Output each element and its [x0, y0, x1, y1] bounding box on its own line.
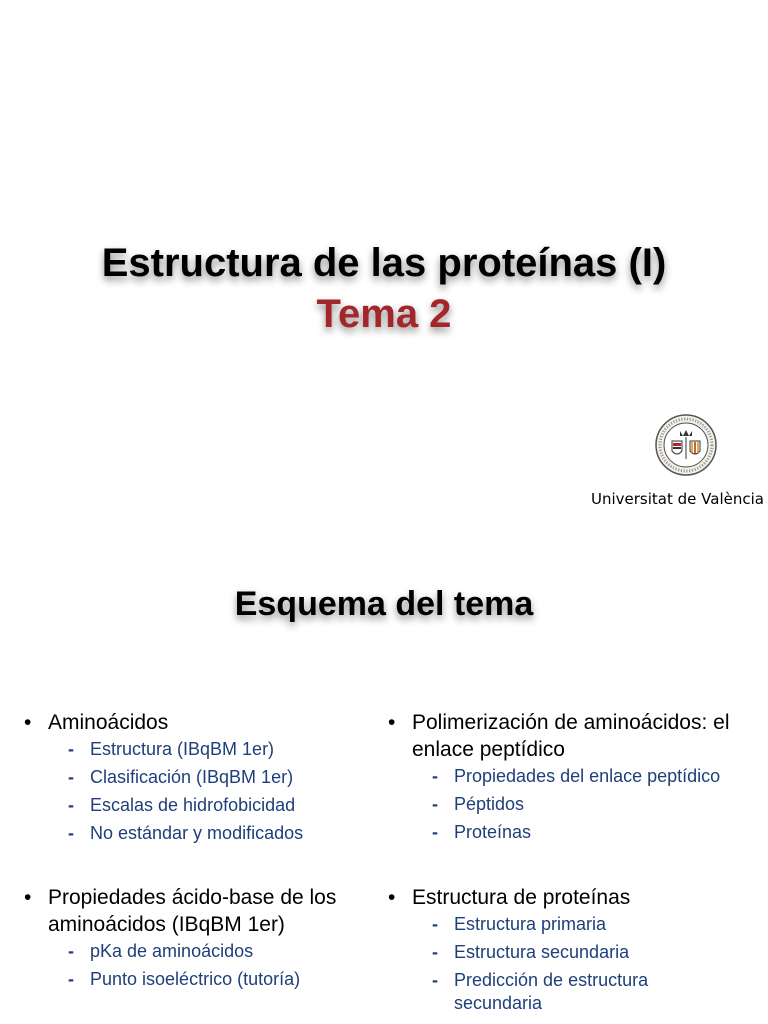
list-item-text: Proteínas [454, 822, 532, 842]
list-item-text: Punto isoeléctrico (tutoría) [90, 969, 301, 989]
list-item-text: Estructura (IBqBM 1er) [90, 739, 275, 759]
topic-heading-text: Polimerización de aminoácidos: el enlace peptídico [412, 711, 730, 761]
list-item-text: Clasificación (IBqBM 1er) [90, 767, 294, 787]
bullet-icon: • [388, 711, 396, 734]
topic-heading-text: Propiedades ácido-base de los aminoácidos (IBqBM 1er) [48, 886, 337, 936]
list-item [386, 913, 736, 936]
topic-heading [386, 884, 736, 911]
dash-icon: - [432, 970, 438, 990]
dash-icon: - [68, 739, 74, 759]
topic-heading [22, 884, 372, 938]
list-item [386, 969, 736, 1015]
topic-heading-text: Estructura de proteínas [412, 886, 631, 909]
dash-icon: - [68, 795, 74, 815]
dash-icon: - [68, 823, 74, 843]
outline-title: Esquema del tema [234, 585, 534, 623]
topic-heading [386, 709, 736, 763]
dash-icon: - [432, 942, 438, 962]
list-item [22, 940, 372, 963]
bullet-icon: • [24, 886, 32, 909]
list-item [386, 941, 736, 964]
sub-list [22, 738, 372, 845]
topic-aminoacidos [22, 709, 372, 850]
list-item [386, 821, 736, 844]
bullet-icon: • [24, 711, 32, 734]
list-item-text: Propiedades del enlace peptídico [454, 766, 721, 786]
list-item [22, 822, 372, 845]
list-item-text: Estructura primaria [454, 914, 607, 934]
topic-heading [22, 709, 372, 736]
dash-icon: - [432, 766, 438, 786]
sub-list [386, 765, 736, 844]
topic-estructura-proteinas [386, 884, 736, 1020]
list-item [386, 793, 736, 816]
list-item [22, 738, 372, 761]
dash-icon: - [432, 822, 438, 842]
bullet-icon: • [388, 886, 396, 909]
topic-polimerizacion [386, 709, 736, 849]
list-item [22, 766, 372, 789]
sub-list [386, 913, 736, 1015]
university-seal-icon [654, 413, 718, 477]
dash-icon: - [68, 767, 74, 787]
list-item [22, 968, 372, 991]
list-item-text: Estructura secundaria [454, 942, 630, 962]
sub-list [22, 940, 372, 991]
list-item-text: Predicción de estructura secundaria [454, 970, 649, 1013]
slide-subtitle: Tema 2 [316, 292, 452, 336]
dash-icon: - [68, 941, 74, 961]
topic-acido-base [22, 884, 372, 996]
dash-icon: - [68, 969, 74, 989]
list-item [22, 794, 372, 817]
list-item-text: Escalas de hidrofobicidad [90, 795, 296, 815]
topic-heading-text: Aminoácidos [48, 711, 169, 734]
list-item [386, 765, 736, 788]
list-item-text: Péptidos [454, 794, 525, 814]
slide-title: Estructura de las proteínas (I) [101, 241, 667, 285]
list-item-text: No estándar y modificados [90, 823, 304, 843]
university-name: Universitat de València [591, 490, 764, 508]
dash-icon: - [432, 914, 438, 934]
list-item-text: pKa de aminoácidos [90, 941, 254, 961]
dash-icon: - [432, 794, 438, 814]
